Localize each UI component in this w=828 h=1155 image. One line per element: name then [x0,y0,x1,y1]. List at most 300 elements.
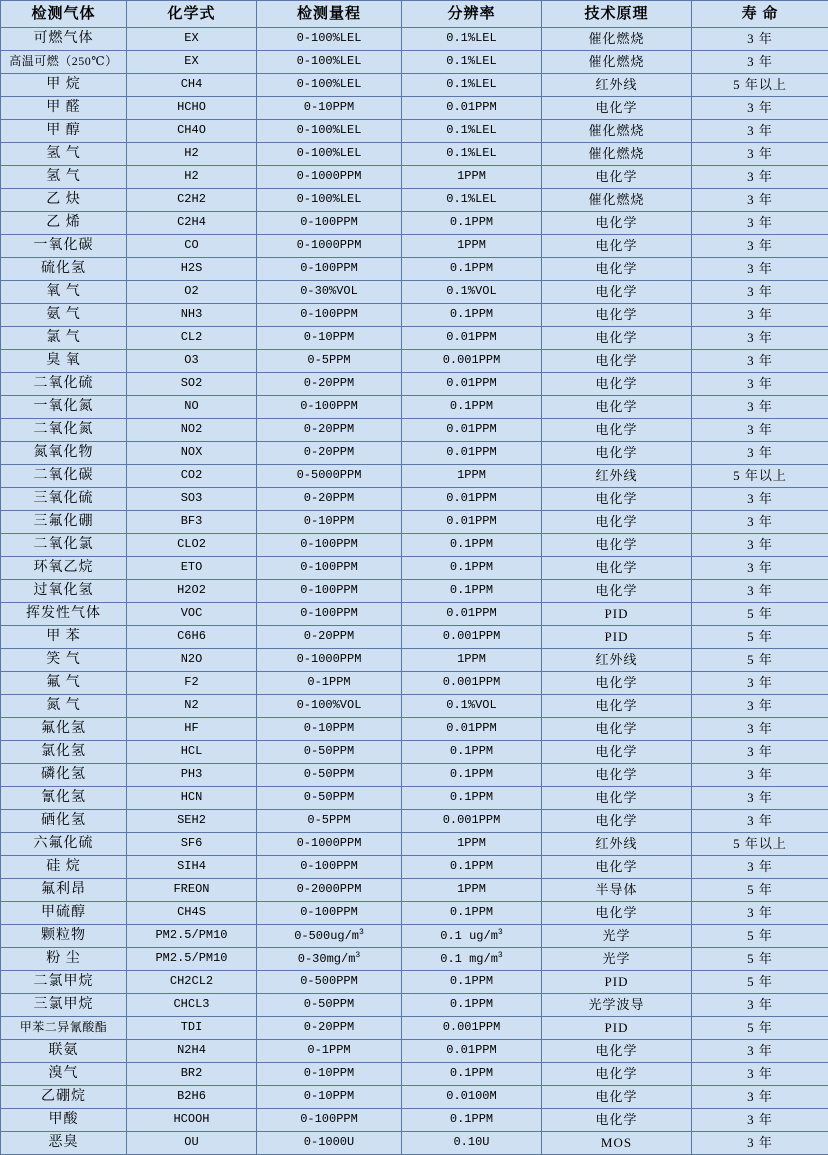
cell-formula: SIH4 [127,856,257,879]
cell-gas-name: 二氧化氯 [1,534,127,557]
cell-technology: 电化学 [542,281,692,304]
table-row [1,741,828,764]
cell-formula: CO2 [127,465,257,488]
table-row [1,649,828,672]
cell-lifespan: 3 年 [692,373,828,396]
table-row [1,902,828,925]
cell-gas-name: 三氟化硼 [1,511,127,534]
cell-gas-name: 氨 气 [1,304,127,327]
cell-range: 0-5PPM [257,350,402,373]
cell-resolution: 0.01PPM [402,373,542,396]
table-row [1,1063,828,1086]
cell-formula: EX [127,28,257,51]
table-row [1,603,828,626]
cell-gas-name: 粉 尘 [1,948,127,971]
cell-formula: HCHO [127,97,257,120]
cell-technology: PID [542,626,692,649]
cell-gas-name: 磷化氢 [1,764,127,787]
cell-resolution: 0.1PPM [402,258,542,281]
cell-formula: TDI [127,1017,257,1040]
cell-resolution: 0.1%VOL [402,695,542,718]
cell-range: 0-100PPM [257,557,402,580]
cell-technology: 电化学 [542,787,692,810]
cell-formula: OU [127,1132,257,1155]
cell-formula: SO3 [127,488,257,511]
cell-range: 0-50PPM [257,994,402,1017]
cell-resolution: 0.1%LEL [402,120,542,143]
cell-lifespan: 5 年 [692,626,828,649]
cell-formula: H2S [127,258,257,281]
cell-range: 0-500PPM [257,971,402,994]
table-row [1,419,828,442]
cell-gas-name: 可燃气体 [1,28,127,51]
cell-range: 0-50PPM [257,787,402,810]
cell-range: 0-1PPM [257,1040,402,1063]
table-row [1,511,828,534]
cell-resolution: 1PPM [402,649,542,672]
cell-gas-name: 氮 气 [1,695,127,718]
table-row [1,833,828,856]
cell-formula: NO2 [127,419,257,442]
cell-lifespan: 3 年 [692,810,828,833]
cell-formula: NOX [127,442,257,465]
cell-technology: 电化学 [542,97,692,120]
cell-range: 0-20PPM [257,1017,402,1040]
cell-range: 0-10PPM [257,327,402,350]
cell-formula: N2H4 [127,1040,257,1063]
cell-technology: 电化学 [542,488,692,511]
cell-formula: N2O [127,649,257,672]
cell-resolution: 0.1PPM [402,557,542,580]
cell-technology: 催化燃烧 [542,120,692,143]
cell-technology: PID [542,1017,692,1040]
cell-formula: CH4O [127,120,257,143]
cell-formula: SO2 [127,373,257,396]
cell-range: 0-10PPM [257,511,402,534]
cell-lifespan: 5 年 [692,948,828,971]
cell-range: 0-50PPM [257,764,402,787]
cell-resolution: 0.1 $ug/m^3$ [402,925,542,948]
cell-technology: 光学波导 [542,994,692,1017]
cell-technology: 电化学 [542,580,692,603]
cell-technology: 电化学 [542,741,692,764]
cell-formula: CH4S [127,902,257,925]
cell-technology: 半导体 [542,879,692,902]
table-row [1,1086,828,1109]
cell-gas-name: 氢 气 [1,166,127,189]
cell-gas-name: 乙硼烷 [1,1086,127,1109]
cell-range: 0-100%LEL [257,28,402,51]
table-row [1,718,828,741]
cell-gas-name: 氮氧化物 [1,442,127,465]
cell-range: 0-5000PPM [257,465,402,488]
cell-resolution: 0.001PPM [402,810,542,833]
cell-gas-name: 硒化氢 [1,810,127,833]
cell-gas-name: 二氯甲烷 [1,971,127,994]
cell-lifespan: 3 年 [692,97,828,120]
table-row [1,1040,828,1063]
cell-range: 0-100PPM [257,902,402,925]
cell-range: 0-2000PPM [257,879,402,902]
cell-formula: VOC [127,603,257,626]
cell-gas-name: 过氧化氢 [1,580,127,603]
cell-technology: 电化学 [542,557,692,580]
cell-gas-name: 一氧化氮 [1,396,127,419]
cell-formula: CH2CL2 [127,971,257,994]
cell-range: 0-20PPM [257,419,402,442]
cell-technology: MOS [542,1132,692,1155]
cell-technology: 电化学 [542,327,692,350]
cell-resolution: 0.1%LEL [402,143,542,166]
table-row [1,74,828,97]
cell-formula: PH3 [127,764,257,787]
cell-technology: 电化学 [542,304,692,327]
table-row [1,281,828,304]
cell-lifespan: 3 年 [692,534,828,557]
cell-lifespan: 3 年 [692,419,828,442]
cell-range: $0-500ug/m^3$ [257,925,402,948]
cell-gas-name: 乙 烯 [1,212,127,235]
cell-formula: F2 [127,672,257,695]
cell-lifespan: 5 年 [692,971,828,994]
cell-formula: H2 [127,166,257,189]
cell-technology: 电化学 [542,258,692,281]
cell-gas-name: 二氧化碳 [1,465,127,488]
cell-resolution: 0.1PPM [402,971,542,994]
cell-lifespan: 3 年 [692,580,828,603]
cell-gas-name: 笑 气 [1,649,127,672]
cell-lifespan: 5 年 [692,925,828,948]
cell-range: 0-1000U [257,1132,402,1155]
table-row [1,327,828,350]
cell-lifespan: 5 年以上 [692,833,828,856]
table-header-row [1,1,828,28]
table-row [1,350,828,373]
cell-resolution: 0.1PPM [402,580,542,603]
cell-gas-name: 一氧化碳 [1,235,127,258]
cell-gas-name: 甲 醛 [1,97,127,120]
cell-resolution: 0.001PPM [402,1017,542,1040]
cell-lifespan: 3 年 [692,304,828,327]
cell-range: 0-20PPM [257,626,402,649]
cell-formula: H2O2 [127,580,257,603]
cell-formula: B2H6 [127,1086,257,1109]
cell-resolution: 0.01PPM [402,97,542,120]
cell-gas-name: 甲 苯 [1,626,127,649]
cell-formula: O2 [127,281,257,304]
table-row [1,580,828,603]
cell-gas-name: 氟利昂 [1,879,127,902]
cell-lifespan: 3 年 [692,994,828,1017]
cell-resolution: 0.01PPM [402,718,542,741]
table-row [1,189,828,212]
cell-gas-name: 甲苯二异氰酸酯 [1,1017,127,1040]
cell-technology: 电化学 [542,534,692,557]
cell-range: 0-100PPM [257,1109,402,1132]
cell-range: 0-10PPM [257,1086,402,1109]
table-row [1,28,828,51]
cell-range: 0-1000PPM [257,166,402,189]
cell-range: 0-100PPM [257,603,402,626]
cell-range: 0-100%LEL [257,120,402,143]
cell-resolution: 1PPM [402,465,542,488]
cell-resolution: 0.01PPM [402,327,542,350]
table-row [1,304,828,327]
cell-range: 0-100PPM [257,212,402,235]
cell-range: 0-1000PPM [257,235,402,258]
cell-gas-name: 氟化氢 [1,718,127,741]
cell-technology: 红外线 [542,465,692,488]
table-row [1,235,828,258]
cell-formula: HF [127,718,257,741]
cell-formula: N2 [127,695,257,718]
cell-range: 0-20PPM [257,442,402,465]
cell-gas-name: 臭 氧 [1,350,127,373]
cell-range: 0-100PPM [257,304,402,327]
cell-resolution: 0.01PPM [402,511,542,534]
cell-formula: PM2.5/PM10 [127,948,257,971]
table-row [1,143,828,166]
cell-lifespan: 3 年 [692,1132,828,1155]
cell-gas-name: 氢 气 [1,143,127,166]
cell-formula: CLO2 [127,534,257,557]
cell-formula: C2H2 [127,189,257,212]
cell-gas-name: 颗粒物 [1,925,127,948]
cell-technology: 红外线 [542,649,692,672]
cell-lifespan: 3 年 [692,120,828,143]
cell-range: 0-100PPM [257,396,402,419]
cell-resolution: 0.0100M [402,1086,542,1109]
cell-formula: EX [127,51,257,74]
cell-technology: 电化学 [542,419,692,442]
table-row [1,695,828,718]
cell-technology: 电化学 [542,1086,692,1109]
cell-resolution: 0.1PPM [402,787,542,810]
cell-range: 0-100PPM [257,534,402,557]
cell-formula: SEH2 [127,810,257,833]
cell-formula: BR2 [127,1063,257,1086]
cell-gas-name: 氟 气 [1,672,127,695]
cell-range: 0-10PPM [257,97,402,120]
cell-technology: 催化燃烧 [542,189,692,212]
cell-technology: 电化学 [542,764,692,787]
cell-technology: 电化学 [542,902,692,925]
cell-resolution: 0.1PPM [402,764,542,787]
cell-formula: CH4 [127,74,257,97]
cell-technology: 电化学 [542,212,692,235]
cell-lifespan: 3 年 [692,718,828,741]
cell-lifespan: 5 年 [692,1017,828,1040]
cell-formula: NH3 [127,304,257,327]
table-row [1,810,828,833]
table-row [1,258,828,281]
cell-gas-name: 甲 醇 [1,120,127,143]
cell-resolution: 0.1PPM [402,902,542,925]
cell-lifespan: 3 年 [692,1040,828,1063]
cell-resolution: 0.01PPM [402,603,542,626]
table-row [1,97,828,120]
cell-technology: PID [542,603,692,626]
cell-range: 0-1000PPM [257,833,402,856]
cell-technology: 光学 [542,925,692,948]
cell-formula: CL2 [127,327,257,350]
cell-range: 0-20PPM [257,373,402,396]
table-row [1,534,828,557]
column-header-gas: 检测气体 [1,1,127,28]
cell-range: 0-100PPM [257,580,402,603]
cell-resolution: 0.1%LEL [402,189,542,212]
cell-resolution: 1PPM [402,833,542,856]
cell-range: 0-5PPM [257,810,402,833]
cell-gas-name: 溴气 [1,1063,127,1086]
column-header-resolution: 分辨率 [402,1,542,28]
cell-lifespan: 3 年 [692,764,828,787]
column-header-formula: 化学式 [127,1,257,28]
cell-lifespan: 3 年 [692,143,828,166]
cell-resolution: 0.10U [402,1132,542,1155]
cell-gas-name: 环氧乙烷 [1,557,127,580]
cell-gas-name: 挥发性气体 [1,603,127,626]
cell-gas-name: 二氧化硫 [1,373,127,396]
cell-lifespan: 3 年 [692,695,828,718]
cell-technology: 红外线 [542,74,692,97]
cell-technology: 催化燃烧 [542,143,692,166]
cell-range: 0-10PPM [257,1063,402,1086]
cell-technology: 电化学 [542,718,692,741]
cell-technology: 光学 [542,948,692,971]
cell-resolution: 0.1 $mg/m^3$ [402,948,542,971]
cell-technology: 电化学 [542,511,692,534]
cell-technology: 电化学 [542,396,692,419]
cell-range: 0-10PPM [257,718,402,741]
table-row [1,465,828,488]
column-header-lifespan: 寿 命 [692,1,828,28]
cell-lifespan: 3 年 [692,1063,828,1086]
cell-resolution: 0.1PPM [402,396,542,419]
cell-gas-name: 三氯甲烷 [1,994,127,1017]
cell-gas-name: 硫化氢 [1,258,127,281]
cell-range: 0-100PPM [257,258,402,281]
cell-gas-name: 氧 气 [1,281,127,304]
column-header-range: 检测量程 [257,1,402,28]
cell-lifespan: 3 年 [692,856,828,879]
cell-lifespan: 5 年以上 [692,74,828,97]
table-row [1,396,828,419]
table-row [1,488,828,511]
cell-technology: 电化学 [542,695,692,718]
cell-lifespan: 5 年 [692,649,828,672]
cell-lifespan: 3 年 [692,235,828,258]
cell-gas-name: 甲硫醇 [1,902,127,925]
cell-gas-name: 恶臭 [1,1132,127,1155]
cell-gas-name: 高温可燃（250℃） [1,51,127,74]
cell-resolution: 0.1%LEL [402,51,542,74]
cell-range: $0-30mg/m^3$ [257,948,402,971]
cell-lifespan: 3 年 [692,511,828,534]
cell-resolution: 0.1%LEL [402,74,542,97]
cell-lifespan: 3 年 [692,557,828,580]
cell-resolution: 0.001PPM [402,626,542,649]
cell-resolution: 0.01PPM [402,442,542,465]
cell-gas-name: 甲酸 [1,1109,127,1132]
cell-range: 0-100%LEL [257,74,402,97]
cell-resolution: 1PPM [402,166,542,189]
cell-technology: 电化学 [542,672,692,695]
column-header-technology: 技术原理 [542,1,692,28]
cell-lifespan: 3 年 [692,1109,828,1132]
cell-lifespan: 3 年 [692,442,828,465]
cell-resolution: 0.1PPM [402,856,542,879]
cell-technology: 电化学 [542,166,692,189]
cell-gas-name: 甲 烷 [1,74,127,97]
cell-technology: 催化燃烧 [542,28,692,51]
cell-formula: FREON [127,879,257,902]
table-body [1,28,828,1155]
cell-resolution: 0.1PPM [402,1063,542,1086]
cell-resolution: 0.01PPM [402,1040,542,1063]
cell-lifespan: 3 年 [692,1086,828,1109]
cell-lifespan: 5 年 [692,879,828,902]
cell-formula: C6H6 [127,626,257,649]
cell-gas-name: 氯 气 [1,327,127,350]
table-row [1,373,828,396]
cell-resolution: 0.1PPM [402,994,542,1017]
cell-lifespan: 5 年以上 [692,465,828,488]
table-row [1,971,828,994]
table-row [1,1017,828,1040]
cell-range: 0-100%VOL [257,695,402,718]
cell-formula: CHCL3 [127,994,257,1017]
cell-resolution: 0.1PPM [402,534,542,557]
cell-range: 0-100%LEL [257,51,402,74]
cell-resolution: 1PPM [402,879,542,902]
table-row [1,1132,828,1155]
cell-technology: 电化学 [542,1063,692,1086]
cell-formula: SF6 [127,833,257,856]
cell-technology: 电化学 [542,856,692,879]
cell-technology: 电化学 [542,235,692,258]
cell-formula: HCL [127,741,257,764]
table-row [1,626,828,649]
cell-gas-name: 氯化氢 [1,741,127,764]
cell-resolution: 0.01PPM [402,419,542,442]
cell-lifespan: 3 年 [692,902,828,925]
cell-formula: PM2.5/PM10 [127,925,257,948]
cell-gas-name: 氰化氢 [1,787,127,810]
cell-technology: 电化学 [542,373,692,396]
table-row [1,1109,828,1132]
table-row [1,856,828,879]
cell-lifespan: 3 年 [692,327,828,350]
cell-resolution: 0.1%VOL [402,281,542,304]
cell-lifespan: 3 年 [692,28,828,51]
cell-range: 0-1PPM [257,672,402,695]
cell-resolution: 1PPM [402,235,542,258]
cell-range: 0-30%VOL [257,281,402,304]
cell-formula: BF3 [127,511,257,534]
cell-lifespan: 3 年 [692,396,828,419]
cell-technology: 电化学 [542,1040,692,1063]
cell-resolution: 0.1PPM [402,741,542,764]
cell-lifespan: 3 年 [692,212,828,235]
cell-technology: 电化学 [542,810,692,833]
cell-lifespan: 5 年 [692,603,828,626]
table-row [1,166,828,189]
cell-formula: CO [127,235,257,258]
table-row [1,787,828,810]
cell-lifespan: 3 年 [692,51,828,74]
cell-lifespan: 3 年 [692,741,828,764]
